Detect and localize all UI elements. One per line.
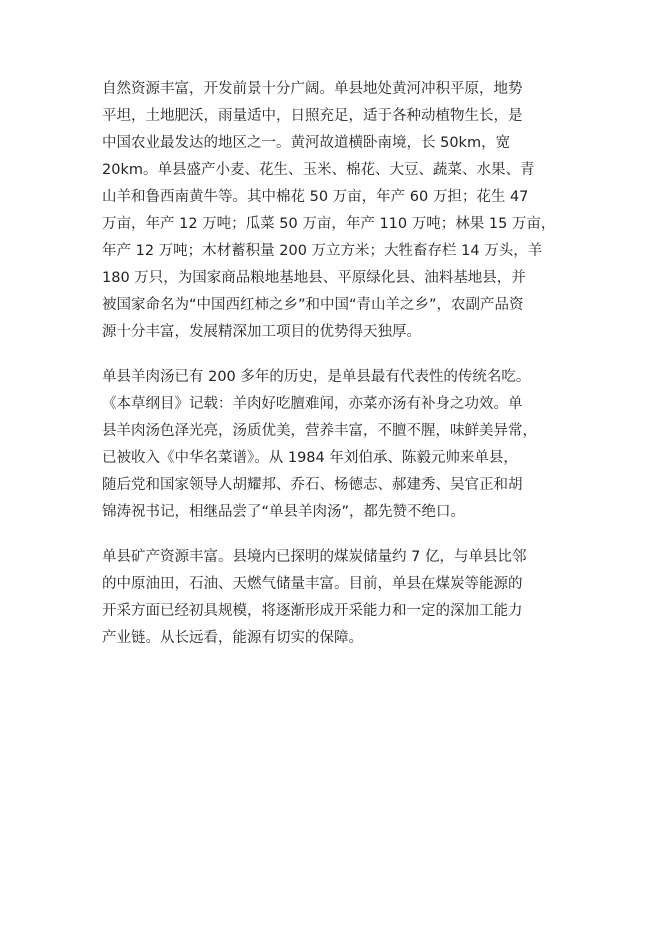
text-line: 山羊和鲁西南黄牛等。其中棉花 50 万亩，年产 60 万担；花生 47 xyxy=(102,189,529,205)
text-line: 《本草纲目》记载：羊肉好吃膻难闻，亦菜亦汤有补身之功效。单 xyxy=(102,396,523,412)
text-line: 锦涛祝书记，相继品尝了“单县羊肉汤”，都先赞不绝口。 xyxy=(102,504,466,520)
paragraph-mutton-soup xyxy=(102,364,572,526)
text-line: 万亩，年产 12 万吨；瓜菜 50 万亩，年产 110 万吨；林果 15 万亩， xyxy=(102,216,556,232)
text-line: 县羊肉汤色泽光亮，汤质优美，营养丰富，不膻不腥，味鲜美异常， xyxy=(102,423,537,439)
paragraph-natural-resources xyxy=(102,76,572,346)
text-line: 年产 12 万吨；木材蓄积量 200 万立方米；大牲畜存栏 14 万头，羊 xyxy=(102,243,543,259)
text-line: 的中原油田，石油、天燃气储量丰富。目前，单县在煤炭等能源的 xyxy=(102,576,523,592)
text-line: 自然资源丰富，开发前景十分广阔。单县地处黄河冲积平原，地势 xyxy=(102,81,523,97)
text-line: 单县羊肉汤已有 200 多年的历史，是单县最有代表性的传统名吃。 xyxy=(102,369,531,385)
text-line: 20km。单县盛产小麦、花生、玉米、棉花、大豆、蔬菜、水果、青 xyxy=(102,162,535,178)
paragraph-mineral-resources xyxy=(102,544,572,652)
text-line: 中国农业最发达的地区之一。黄河故道横卧南境，长 50km，宽 xyxy=(102,135,511,151)
text-line: 单县矿产资源丰富。县境内已探明的煤炭储量约 7 亿，与单县比邻 xyxy=(102,549,527,565)
text-line: 产业链。从长远看，能源有切实的保障。 xyxy=(102,630,363,646)
text-line: 开采方面已经初具规模，将逐渐形成开采能力和一定的深加工能力 xyxy=(102,603,523,619)
text-line: 平坦，土地肥沃，雨量适中，日照充足，适于各种动植物生长，是 xyxy=(102,108,523,124)
text-line: 随后党和国家领导人胡耀邦、乔石、杨德志、郝建秀、吴官正和胡 xyxy=(102,477,523,493)
text-line: 已被收入《中华名菜谱》。从 1984 年刘伯承、陈毅元帅来单县， xyxy=(102,450,518,466)
text-line: 180 万只，为国家商品粮地基地县、平原绿化县、油料基地县，并 xyxy=(102,270,526,286)
text-line: 被国家命名为“中国西红柿之乡”和中国“青山羊之乡”，农副产品资 xyxy=(102,297,524,313)
text-line: 源十分丰富，发展精深加工项目的优势得天独厚。 xyxy=(102,324,421,340)
document-body xyxy=(102,76,572,670)
